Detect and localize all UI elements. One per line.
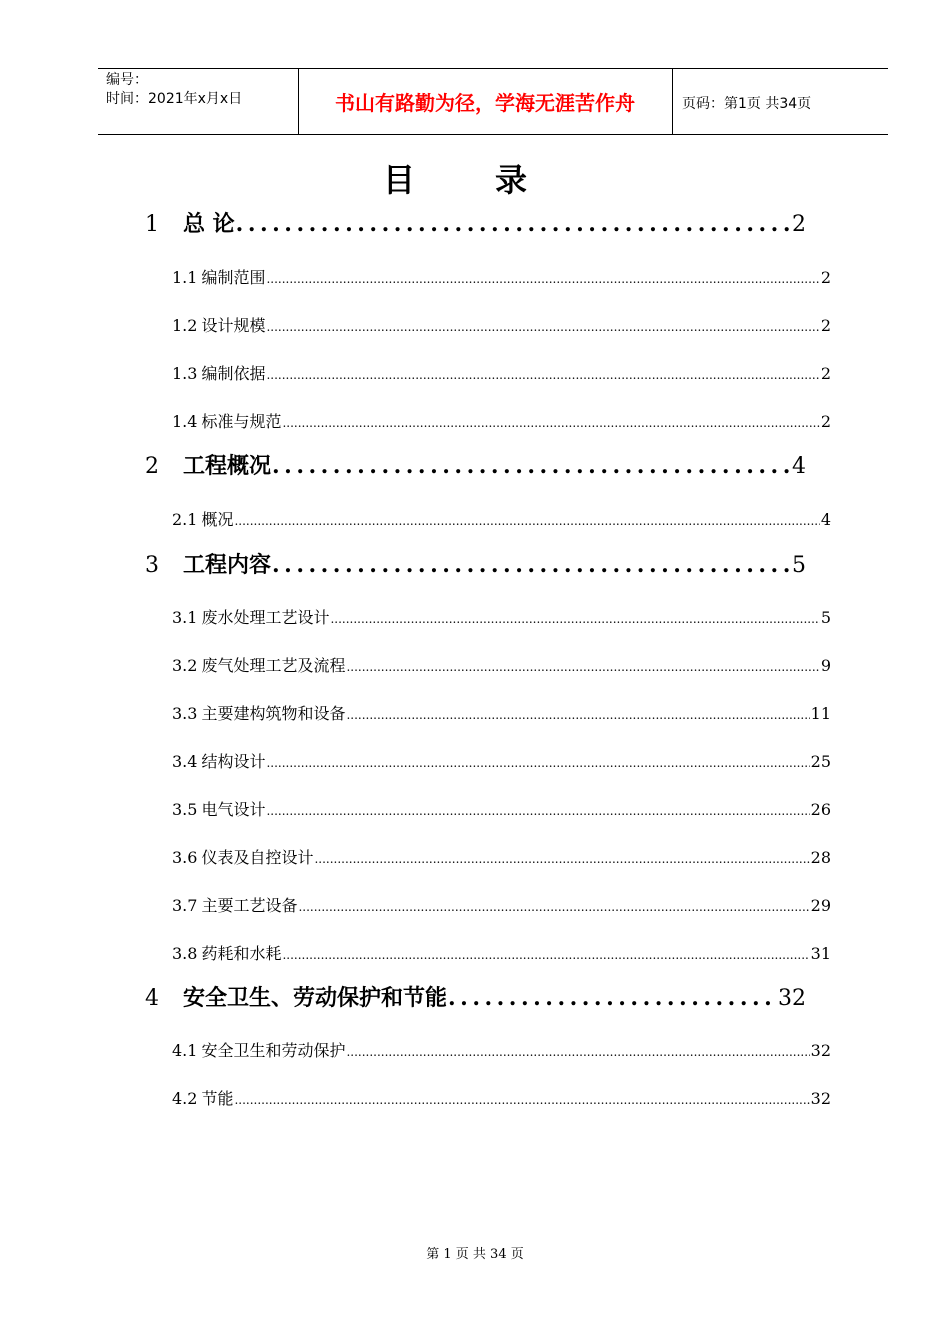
toc-section-entry[interactable] xyxy=(172,800,831,821)
toc-section-entry[interactable] xyxy=(172,1041,831,1062)
toc-entry-number: 3.2 xyxy=(172,656,198,675)
toc-entry-number: 3.8 xyxy=(172,944,198,963)
toc-section-entry[interactable] xyxy=(172,364,831,385)
toc-dot-leader xyxy=(272,452,791,480)
toc-entry-title: 安全卫生、劳动保护和节能 xyxy=(183,986,448,1011)
header-motto: 书山有路勤为径，学海无涯苦作舟 xyxy=(335,91,635,115)
toc-dot-leader xyxy=(236,210,791,238)
toc-entry-title: 工程内容 xyxy=(183,553,272,578)
toc-entry-page: 2 xyxy=(820,412,831,431)
header-left-cell xyxy=(106,71,242,109)
toc-section-entry[interactable] xyxy=(172,268,831,289)
toc-entry-title: 仪表及自控设计 xyxy=(201,848,314,867)
toc-chapter-entry[interactable] xyxy=(145,452,806,481)
toc-entry-number: 1.1 xyxy=(172,268,198,287)
toc-entry-number: 3.5 xyxy=(172,800,198,819)
toc-dot-leader xyxy=(346,657,819,677)
toc-chapter-entry[interactable] xyxy=(145,984,806,1013)
toc-entry-page: 2 xyxy=(820,364,831,383)
toc-entry-page: 2 xyxy=(820,268,831,287)
toc-entry-page: 2 xyxy=(820,316,831,335)
toc-title: 目录 xyxy=(382,161,607,199)
toc-entry-number: 3 xyxy=(145,553,159,578)
toc-entry-number: 4 xyxy=(145,986,159,1011)
toc-entry-page: 26 xyxy=(810,800,831,819)
toc-entry-page: 5 xyxy=(792,553,806,578)
toc-dot-leader xyxy=(448,984,777,1012)
toc-dot-leader xyxy=(234,1090,809,1110)
header-page-info: 页码：第1页 共34页 xyxy=(682,96,812,112)
toc-entry-title: 结构设计 xyxy=(201,752,266,771)
toc-entry-title: 编制依据 xyxy=(201,364,266,383)
toc-chapter-entry[interactable] xyxy=(145,551,806,580)
document-header xyxy=(98,68,888,135)
toc-entry-title: 主要工艺设备 xyxy=(201,896,298,915)
toc-entry-number: 1.2 xyxy=(172,316,198,335)
toc-entry-title: 电气设计 xyxy=(201,800,266,819)
toc-section-entry[interactable] xyxy=(172,608,831,629)
toc-entry-page: 9 xyxy=(820,656,831,675)
toc-entry-page: 28 xyxy=(810,848,831,867)
toc-section-entry[interactable] xyxy=(172,656,831,677)
toc-dot-leader xyxy=(234,511,819,531)
toc-entry-page: 31 xyxy=(810,944,831,963)
toc-dot-leader xyxy=(266,753,809,773)
toc-entry-page: 4 xyxy=(792,454,806,479)
toc-entry-page: 32 xyxy=(778,986,806,1011)
toc-entry-title: 主要建构筑物和设备 xyxy=(201,704,346,723)
toc-entry-number: 1 xyxy=(145,212,159,237)
header-divider xyxy=(672,69,673,134)
toc-section-entry[interactable] xyxy=(172,1089,831,1110)
toc-entry-number: 2 xyxy=(145,454,159,479)
toc-dot-leader xyxy=(266,365,819,385)
toc-dot-leader xyxy=(282,413,819,433)
toc-dot-leader xyxy=(266,801,809,821)
toc-entry-page: 2 xyxy=(792,212,806,237)
toc-dot-leader xyxy=(346,705,809,725)
toc-entry-number: 2.1 xyxy=(172,510,198,529)
toc-section-entry[interactable] xyxy=(172,848,831,869)
toc-chapter-entry[interactable] xyxy=(145,210,806,239)
toc-section-entry[interactable] xyxy=(172,704,831,725)
toc-section-entry[interactable] xyxy=(172,316,831,337)
toc-dot-leader xyxy=(298,897,809,917)
toc-entry-title: 标准与规范 xyxy=(201,412,282,431)
toc-entry-title: 药耗和水耗 xyxy=(201,944,282,963)
toc-entry-title: 废水处理工艺设计 xyxy=(201,608,330,627)
toc-entry-number: 1.3 xyxy=(172,364,198,383)
toc-entry-title: 节能 xyxy=(201,1089,234,1108)
toc-entry-page: 32 xyxy=(810,1089,831,1108)
toc-dot-leader xyxy=(330,609,819,629)
toc-dot-leader xyxy=(272,551,791,579)
toc-entry-number: 3.3 xyxy=(172,704,198,723)
toc-entry-title: 工程概况 xyxy=(183,454,272,479)
toc-entry-number: 3.7 xyxy=(172,896,198,915)
toc-entry-number: 1.4 xyxy=(172,412,198,431)
toc-dot-leader xyxy=(282,945,809,965)
toc-entry-page: 4 xyxy=(820,510,831,529)
toc-entry-title: 概况 xyxy=(201,510,234,529)
toc-entry-number: 4.2 xyxy=(172,1089,198,1108)
toc-dot-leader xyxy=(346,1042,809,1062)
toc-entry-page: 32 xyxy=(810,1041,831,1060)
toc-entry-title: 设计规模 xyxy=(201,316,266,335)
page-footer: 第 1 页 共 34 页 xyxy=(426,1247,524,1262)
toc-entry-number: 4.1 xyxy=(172,1041,198,1060)
toc-entry-page: 29 xyxy=(810,896,831,915)
toc-entry-page: 5 xyxy=(820,608,831,627)
toc-entry-page: 25 xyxy=(810,752,831,771)
toc-entry-number: 3.4 xyxy=(172,752,198,771)
toc-entry-title: 编制范围 xyxy=(201,268,266,287)
toc-entry-number: 3.1 xyxy=(172,608,198,627)
serial-label: 编号： xyxy=(106,72,148,88)
toc-entry-page: 11 xyxy=(810,704,831,723)
toc-entry-number: 3.6 xyxy=(172,848,198,867)
toc-section-entry[interactable] xyxy=(172,752,831,773)
time-label: 时间：2021年x月x日 xyxy=(106,91,243,107)
toc-section-entry[interactable] xyxy=(172,896,831,917)
toc-dot-leader xyxy=(314,849,809,869)
toc-dot-leader xyxy=(266,317,819,337)
toc-entry-title: 废气处理工艺及流程 xyxy=(201,656,346,675)
toc-entry-title: 安全卫生和劳动保护 xyxy=(201,1041,346,1060)
toc-dot-leader xyxy=(266,269,819,289)
toc-section-entry[interactable] xyxy=(172,944,831,965)
toc-section-entry[interactable] xyxy=(172,510,831,531)
toc-section-entry[interactable] xyxy=(172,412,831,433)
toc-entry-title: 总 论 xyxy=(183,212,235,237)
